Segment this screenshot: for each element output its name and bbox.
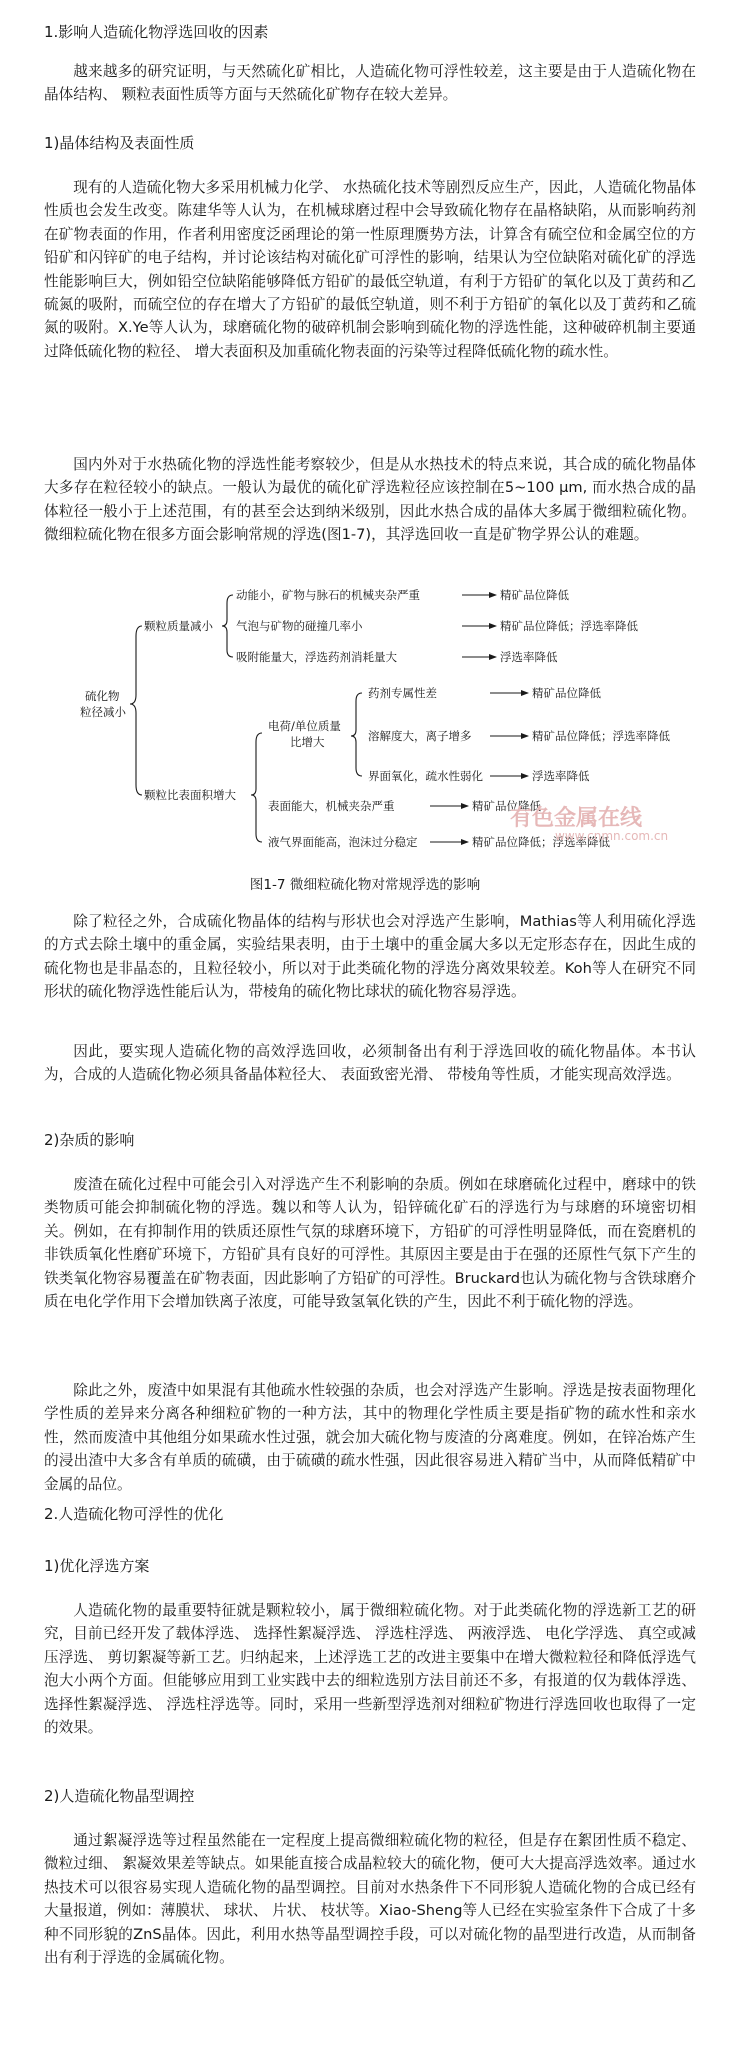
diagram-branch-surface-area: 颗粒比表面积增大 <box>144 788 236 802</box>
figure-1-7-diagram <box>0 580 730 900</box>
subsection-2-1-title: 1)优化浮选方案 <box>44 1557 150 1575</box>
figure-caption: 图1-7 微细粒硫化物对常规浮选的影响 <box>249 877 481 893</box>
diagram-root-label-2: 粒径减小 <box>80 705 126 719</box>
paragraph-flotation-scheme: 人造硫化物的最重要特征就是颗粒较小，属于微细粒硫化物。对于此类硫化物的浮选新工艺的研究，目前已经开发了载体浮选、 选择性絮凝浮选、 浮选柱浮选、 两液浮选、 电化学浮选、 真空或减压浮选、 剪切絮凝等新工艺。归纳起来，上述浮选工艺的改进主要集中在增大微粒粒径和降低浮选气泡大小两个方面。但能够应用到工业实践中去的细粒选别方法目前还不多，有报道的仅为载体浮选、 选择性絮凝浮选、 浮选柱浮选等。同时，采用一些新型浮选剂对细粒矿物进行浮选回收也取得了一定的效果。 <box>44 1602 696 1737</box>
subsection-1-2-title: 2)杂质的影响 <box>44 1131 135 1149</box>
diagram-b-sub-cause-2: 溶解度大，离子增多 <box>368 729 472 743</box>
subsection-2-2-title: 2)人造硫化物晶型调控 <box>44 1787 195 1805</box>
paragraph-crystal-structure: 现有的人造硫化物大多采用机械力化学、 水热硫化技术等剧烈反应生产，因此，人造硫化物晶体性质也会发生改变。陈建华等人认为，在机械球磨过程中会导致硫化物存在晶格缺陷，从而影响药剂在矿物表面的作用，作者利用密度泛函理论的第一性原理赝势方法，计算含有硫空位和金属空位的方铅矿和闪锌矿的电子结构，并讨论该结构对硫化矿可浮性的影响，结果认为空位缺陷对硫化矿的浮选性能影响巨大，例如铅空位缺陷能够降低方铅矿的最低空轨道，有利于方铅矿的氧化以及丁黄药和乙硫氮的吸附，而硫空位的存在增大了方铅矿的最低空轨道，则不利于方铅矿的氧化以及丁黄药和乙硫氮的吸附。X.Ye等人认为，球磨硫化物的破碎机制会影响到硫化物的浮选性能，这种破碎机制主要通过降低硫化物的粒径、 增大表面积及加重硫化物表面的污染等过程降低硫化物的疏水性。 <box>44 179 696 360</box>
watermark-url: www.cnmn.com.cn <box>555 829 669 843</box>
diagram-b-sub-cause-3: 界面氧化，疏水性弱化 <box>368 769 483 783</box>
diagram-b-sub-label-2: 比增大 <box>290 735 325 749</box>
paragraph-crystal-control: 通过絮凝浮选等过程虽然能在一定程度上提高微细粒硫化物的粒径，但是存在絮团性质不稳定、 微粒过细、 絮凝效果差等缺点。如果能直接合成晶粒较大的硫化物，便可大大提高浮选效率。通过水热技术可以很容易实现人造硫化物的晶型调控。目前对水热条件下不同形貌人造硫化物的合成已经有大量报道，例如：薄膜状、 球状、 片状、 枝状等。Xiao-Sheng等人已经在实验室条件下合成了十多种不同形貌的ZnS晶体。因此，利用水热等晶型调控手段，可以对硫化物的晶型进行改造，从而制备出有利于浮选的金属硫化物。 <box>44 1832 696 1967</box>
diagram-branch-a-brace <box>222 595 233 657</box>
diagram-branch-b-brace <box>251 733 262 842</box>
diagram-b-sub-brace <box>351 693 362 776</box>
diagram-root-label-1: 硫化物 <box>85 689 120 703</box>
diagram-a-cause-1: 动能小，矿物与脉石的机械夹杂严重 <box>236 588 420 602</box>
diagram-b-sub-label-1: 电荷/单位质量 <box>268 719 341 733</box>
paragraph-conclusion-crystal: 因此，要实现人造硫化物的高效浮选回收，必须制备出有利于浮选回收的硫化物晶体。本书认为，合成的人造硫化物必须具备晶体粒径大、 表面致密光滑、 带棱角等性质，才能实现高效浮选。 <box>44 1043 696 1084</box>
diagram-branch-particle-mass: 颗粒质量减小 <box>144 619 213 633</box>
paragraph-impurities-1: 废渣在硫化过程中可能会引入对浮选产生不利影响的杂质。例如在球磨硫化过程中，磨球中的铁类物质可能会抑制硫化物的浮选。魏以和等人认为，铅锌硫化矿石的浮选行为与球磨的环境密切相关。例如，在有抑制作用的铁质还原性气氛的球磨环境下，方铅矿的可浮性明显降低，而在瓷磨机的非铁质氧化性磨矿环境下，方铅矿具有良好的可浮性。其原因主要是由于在强的还原性气氛下产生的铁类氧化物容易覆盖在矿物表面，因此影响了方铅矿的可浮性。Bruckard也认为硫化物与含铁球磨介质在电化学作用下会增加铁离子浓度，可能导致氢氧化铁的产生，因此不利于硫化物的浮选。 <box>44 1176 696 1311</box>
diagram-b-effect-1: 精矿品位降低 <box>472 799 541 813</box>
subsection-1-1-title: 1)晶体结构及表面性质 <box>44 134 195 152</box>
diagram-a-effect-1: 精矿品位降低 <box>500 588 569 602</box>
diagram-a-cause-2: 气泡与矿物的碰撞几率小 <box>236 619 363 633</box>
diagram-a-effect-3: 浮选率降低 <box>500 650 558 664</box>
diagram-b-sub-effect-1: 精矿品位降低 <box>532 686 601 700</box>
diagram-b-sub-cause-1: 药剂专属性差 <box>368 686 437 700</box>
diagram-b-cause-2: 液气界面能高，泡沫过分稳定 <box>268 835 418 849</box>
section-2-title: 2.人造硫化物可浮性的优化 <box>44 1505 224 1523</box>
section-1-title: 1.影响人造硫化物浮选回收的因素 <box>44 23 269 41</box>
diagram-b-effect-2: 精矿品位降低；浮选率降低 <box>472 835 610 849</box>
paragraph-impurities-2: 除此之外，废渣中如果混有其他疏水性较强的杂质，也会对浮选产生影响。浮选是按表面物理化学性质的差异来分离各种细粒矿物的一种方法，其中的物理化学性质主要是指矿物的疏水性和亲水性，然而废渣中其他组分如果疏水性过强，就会加大硫化物与废渣的分离难度。例如，在锌冶炼产生的浸出渣中大多含有单质的硫磺，由于硫磺的疏水性强，因此很容易进入精矿当中，从而降低精矿中金属的品位。 <box>44 1382 696 1493</box>
diagram-b-sub-effect-2: 精矿品位降低；浮选率降低 <box>532 729 670 743</box>
diagram-root-brace <box>130 626 142 795</box>
watermark-logo-text: 有色金属在线 <box>510 806 643 831</box>
diagram-b-sub-effect-3: 浮选率降低 <box>532 769 590 783</box>
paragraph-hydrothermal: 国内外对于水热硫化物的浮选性能考察较少，但是从水热技术的特点来说，其合成的硫化物晶体大多存在粒径较小的缺点。一般认为最优的硫化矿浮选粒径应该控制在5~100 μm, 而水热合成的晶体粒径一般小于上述范围，有的甚至会达到纳米级别，因此水热合成的晶体大多属于微细粒硫化物。微细粒硫化物在很多方面会影响常规的浮选(图1-7)，其浮选回收一直是矿物学界公认的难题。 <box>44 456 696 544</box>
diagram-a-effect-2: 精矿品位降低；浮选率降低 <box>500 619 638 633</box>
section-1-intro: 越来越多的研究证明，与天然硫化矿相比，人造硫化物可浮性较差，这主要是由于人造硫化物在晶体结构、 颗粒表面性质等方面与天然硫化矿物存在较大差异。 <box>44 63 696 104</box>
paragraph-shape-effect: 除了粒径之外，合成硫化物晶体的结构与形状也会对浮选产生影响，Mathias等人利用硫化浮选的方式去除土壤中的重金属，实验结果表明，由于土壤中的重金属大多以无定形态存在，因此生成的硫化物也是非晶态的，且粒径较小，所以对于此类硫化物的浮选分离效果较差。Koh等人在研究不同形状的硫化物浮选性能后认为，带棱角的硫化物比球状的硫化物容易浮选。 <box>44 913 696 1001</box>
diagram-a-cause-3: 吸附能量大，浮选药剂消耗量大 <box>236 650 397 664</box>
diagram-b-cause-1: 表面能大，机械夹杂严重 <box>268 799 395 813</box>
